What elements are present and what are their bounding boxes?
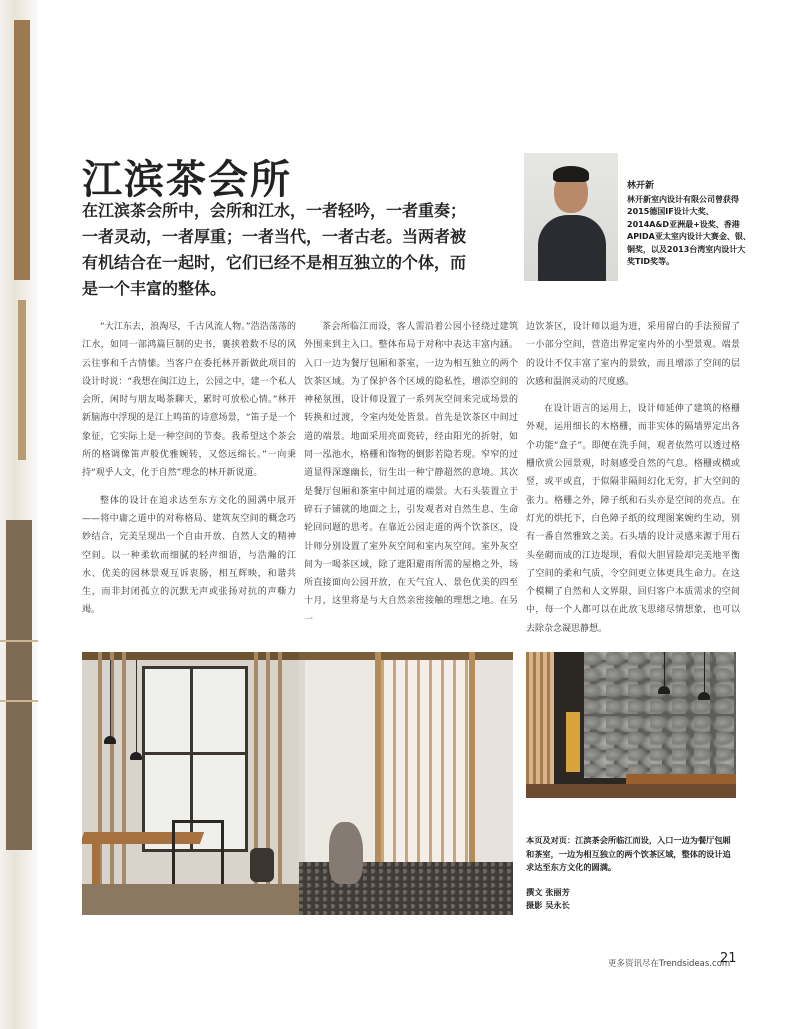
photo-caption: 本页及对页：江滨茶会所临江而设，入口一边为餐厅包厢和茶室，一边为相互独立的两个饮茶区域，整体的设计追求达至东方文化的圆满。 (526, 835, 731, 872)
body-column-3 (526, 318, 740, 647)
wood-slat (278, 652, 282, 892)
photo-tea-room (82, 652, 299, 915)
lit-niche (566, 712, 580, 772)
lamp-cord (136, 660, 137, 754)
stool (250, 848, 274, 882)
pendant-lamp (658, 686, 670, 694)
article-intro: 在江滨茶会所中，会所和江水，一者轻吟，一者重奏；一者灵动，一者厚重；一者当代，一者古老。当两者被有机结合在一起时，它们已经不是相互独立的个体，而是一个丰富的整体。 (82, 201, 467, 298)
facing-page-edge (0, 0, 38, 1029)
tea-table (626, 774, 736, 784)
portrait-hair (553, 166, 589, 182)
floor (82, 884, 299, 915)
wood-slat-wall (526, 652, 554, 798)
lamp-cord (664, 652, 665, 686)
lamp-cord (704, 652, 705, 692)
facing-page-slat (6, 520, 32, 850)
facing-page-slat (14, 20, 30, 280)
stone-wall (584, 652, 736, 778)
credit-photographer: 摄影 吴永长 (526, 900, 570, 910)
paragraph: 边饮茶区，设计师以退为进，采用留白的手法预留了一小部分空间，营造出界定室内外的小型景观。端景的设计不仅丰富了室内的景致，而且增添了空间的层次感和温润灵动的尺度感。 (526, 322, 740, 387)
paragraph: 茶会所临江而设，客人需沿着公园小径绕过建筑外围来到主入口。整体布局于对称中表达丰富内涵。入口一边为餐厅包厢和茶室，一边为相互独立的两个饮茶区域。为了保护各个区域的隐私性，增添空间的神秘氛围，设计师设置了一系列灰空间来完成场景的转换和过渡，令室内处处皆景。首先是饮茶区中间过道的端景。地面采用亮面瓷砖，经由阳光的折射，如同一泓池水，格栅和饰物的倒影若隐若现。窄窄的过道显得深邃幽长，衍生出一种宁静超然的意境。其次是餐厅包厢和茶室中间过道的端景。大石头装置立于碎石子铺就的地面之上，引发观者对自然生息、生命轮回问题的思考。在靠近公园走道的两个饮茶区，设计师分别设置了室外灰空间和室内灰空间。室外灰空间为一喝茶区域，除了遮阳避雨所需的屋檐之外，场所直接面向公园开放，在天气宜人、景色优美的四至十月，这里将是与大自然亲密接触的理想之地。在另一 (304, 322, 518, 625)
ceiling-beam (299, 652, 513, 660)
facing-page-slat (18, 300, 26, 460)
pendant-lamp (130, 752, 142, 760)
paragraph: 整体的设计在追求达至东方文化的圆满中展开——将中庸之道中的对称格局、建筑灰空间的概念巧妙结合，完美呈现出一个自由开放、自然人文的精神空间。以一种柔软而细腻的轻声细语，与浩瀚的江水、优美的园林景观互诉衷肠，相互辉映，和谐共生，而非封闭孤立的沉默无声或张扬对抗的声嘶力竭。 (82, 495, 296, 616)
wood-slat (122, 652, 126, 892)
floor (526, 784, 736, 798)
credit-writer: 撰文 张丽芳 (526, 887, 570, 897)
window-transom (142, 752, 248, 755)
author-box (627, 180, 751, 269)
credits (526, 886, 570, 912)
facing-page-bar (0, 640, 38, 642)
paragraph: “大江东去，浪淘尽，千古风流人物。”浩浩荡荡的江水，如同一部鸿篇巨制的史书，裹挟着数不尽的风云往事和千古情愫。当客户在委托林开新做此项目的设计时说：“我想在闽江边上，公园之中，建一个私人会所，闲时与朋友喝茶聊天，累时可放松心情。”林开新脑海中浮现的是江上鸣笛的诗意场景，“笛子是一个象征，它实际上是一种空间的节奏。我希望这个茶会所的格调像笛声般优雅婉转，又悠远绵长。”一向秉持“观乎人文，化于自然”理念的林开新说道。 (82, 322, 296, 479)
paragraph: 在设计语言的运用上，设计师延伸了建筑的格栅外观，运用细长的木格栅，而非实体的隔墙界定出各个功能“盒子”。即便在洗手间，观者依然可以透过格栅欣赏公园景观，时刻感受自然的气息。格栅或横或竖，或平或直，于似隔非隔间幻化无穷，扩大空间的张力。格栅之外，障子纸和石头亦是空间的亮点。在灯光的烘托下，白色障子纸的纹理图案婉约生动，别有一番自然雅致之美。石头墙的设计灵感来源于用石头垒砌而成的江边堤坝，看似大胆冒险却完美地平衡了空间的柔和气质，令空间更立体更具生命力。在这个模糊了自然和人文界限，回归客户本质需求的空间中，每一个人都可以在此放飞思绪尽情想象，也可以去除杂念凝思静想。 (526, 404, 740, 634)
standing-stone (329, 822, 363, 884)
portrait-shirt (538, 215, 606, 281)
photo-stone-wall (526, 652, 736, 798)
photo-stone-corridor (299, 652, 513, 915)
author-name: 林开新 (627, 181, 655, 191)
body-column-1 (82, 318, 296, 629)
lamp-cord (110, 660, 111, 736)
designer-portrait (524, 153, 618, 281)
facing-page-bar (0, 700, 38, 702)
pendant-lamp (698, 692, 710, 700)
author-bio: 林开新室内设计有限公司曾获得2015德国IF设计大奖、2014A&D亚洲最+设奖、香港APIDA亚太室内设计大赛金、银、铜奖，以及2013台湾室内设计大奖TID奖等。 (627, 194, 751, 266)
body-column-2 (304, 318, 518, 638)
page-number: 21 (720, 951, 737, 966)
article-title: 江滨茶会所 (82, 156, 292, 203)
pendant-lamp (104, 736, 116, 744)
footer-more-info: 更多资讯尽在Trendsideas.com (608, 959, 731, 969)
